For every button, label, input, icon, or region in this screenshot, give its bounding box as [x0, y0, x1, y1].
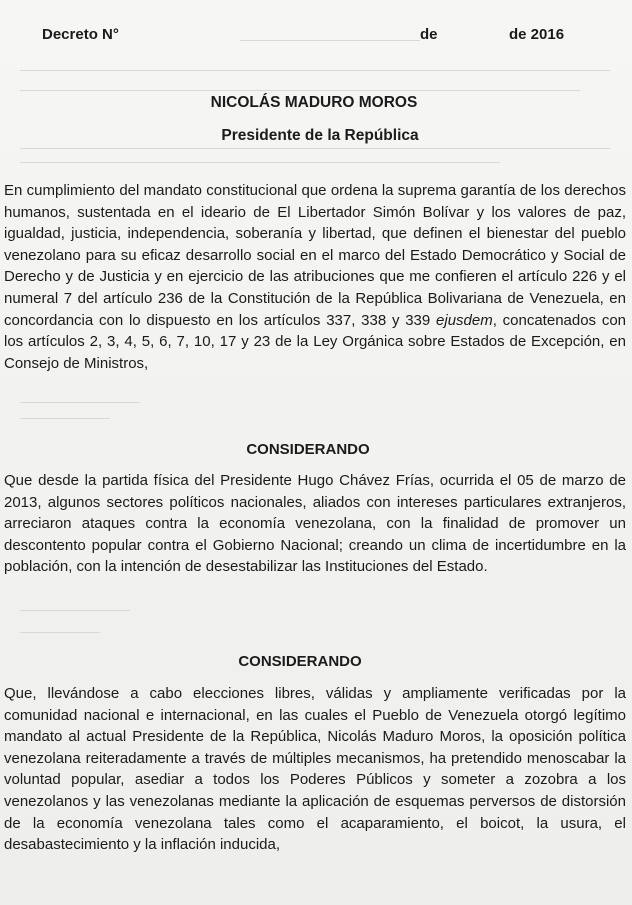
section-paragraph: Que, llevándose a cabo elecciones libres, válidas y ampliamente verificadas por la comunidad nacional e internacional, en las cuales el Pueblo de Venezuela otorgó legítimo mandato al actual Presidente de la República, Nicolás Maduro Moros, la oposición política venezolana reiteradamente a través de múltiples mecanismos, ha pretendido menoscabar la voluntad popular, asediar a todos los Poderes Públicos y someter a zozobra a los venezolanos y las venezolanas mediante la aplicación de esquemas perversos de distorsión de la economía venezolana tales como el acaparamiento, el boicot, la usura, el desabastecimiento y la inflación inducida, [4, 685, 626, 854]
decree-number-label: Decreto N° [42, 26, 119, 43]
intro-paragraph: En cumplimiento del mandato constitucional que ordena la suprema garantía de los derechos humanos, sustentada en el ideario de El Libertador Simón Bolívar y los valores de paz, igualdad, justicia, independencia, soberanía y libertad, que definen el bienestar del pueblo venezolano para su eficaz desarrollo social en el marco del Estado Democrático y Social de Derecho y de Justicia y en ejercicio de las atribuciones que me confieren el artículo 226 y el numeral 7 del artículo 236 de la Constitución de la República Bolivariana de Venezuela, en concordancia con lo dispuesto en los artículos 337, 338 y 339 ejusdem, concatenados con los artículos 2, 3, 4, 5, 6, 7, 10, 17 y 23 de la Ley Orgánica sobre Estados de Excepción, en Consejo de Ministros, [4, 182, 627, 372]
decree-year-label: de 2016 [509, 26, 565, 43]
decree-header [0, 26, 632, 50]
signatory-name: NICOLÁS MADURO MOROS [210, 94, 418, 111]
decree-day-label: de [420, 26, 438, 43]
section-paragraph: Que desde la partida física del Presidente Hugo Chávez Frías, ocurrida el 05 de marzo de 2013, algunos sectores políticos nacionales, aliados con intereses particulares extranjeros, arreciaron ataques contra la economía venezolana, con la finalidad de promover un descontento popular contra el Gobierno Nacional; creando un clima de incertidumbre en la población, con la intención de desestabilizar las Instituciones del Estado. [4, 472, 626, 576]
section-heading: CONSIDERANDO [238, 653, 362, 670]
section-heading: CONSIDERANDO [246, 441, 370, 458]
signatory-title: Presidente de la República [221, 127, 419, 144]
